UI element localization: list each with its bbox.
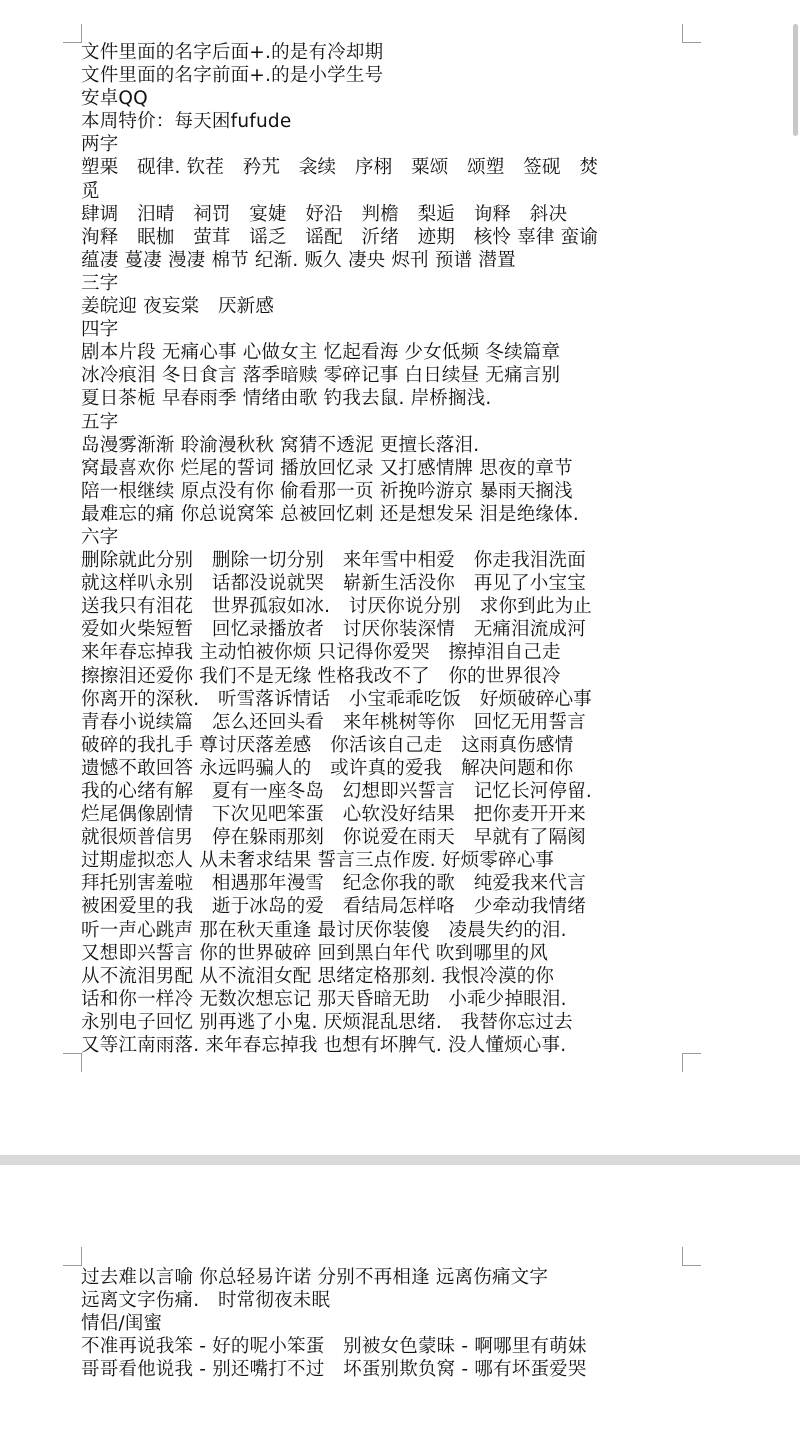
scrollbar[interactable]	[793, 24, 798, 136]
text-line: 剧本片段 无痛心事 心做女主 忆起看海 少女低频 冬续篇章	[81, 342, 561, 364]
document-page-2	[0, 1165, 800, 1429]
text-line: 又想即兴誓言 你的世界破碎 回到黑白年代 吹到哪里的风	[81, 942, 549, 964]
section-heading: 两字	[81, 134, 119, 156]
text-line: 破碎的我扎手 尊讨厌落差感 你活该自己走 这雨真伤感情	[81, 734, 574, 756]
text-line: 爱如火柴短暂 回忆录播放者 讨厌你装深情 无痛泪流成河	[81, 619, 586, 641]
text-line: 来年春忘掉我 主动怕被你烦 只记得你爱哭 擦掉泪自己走	[81, 642, 561, 664]
text-line: 就很烦普信男 停在躲雨那刻 你说爱在雨天 早就有了隔阂	[81, 827, 586, 849]
text-line: 哥哥看他说我 - 别还嘴打不过 坏蛋别欺负窝 - 哪有坏蛋爱哭	[81, 1359, 587, 1381]
text-line: 夏日茶栀 早春雨季 情绪由歌 钓我去鼠. 岸桥搁浅.	[81, 388, 492, 410]
text-line: 永别电子回忆 别再逃了小鬼. 厌烦混乱思绪. 我替你忘过去	[81, 1011, 573, 1033]
text-line: 蕴凄 蔓凄 漫凄 棉节 纪渐. 贩久 凄央 烬刊 预谱 潜置	[81, 249, 516, 271]
text-line: 烂尾偶像剧情 下次见吧笨蛋 心软没好结果 把你麦开开来	[81, 804, 586, 826]
text-line: 不准再说我笨 - 好的呢小笨蛋 别被女色蒙昧 - 啊哪里有萌妹	[81, 1336, 587, 1358]
text-line: 送我只有泪花 世界孤寂如冰. 讨厌你说分别 求你到此为止	[81, 596, 592, 618]
text-line: 陪一根继续 原点没有你 偷看那一页 祈挽吟游京 暴雨天搁浅	[81, 480, 573, 502]
text-line: 窝最喜欢你 烂尾的誓词 播放回忆录 又打感情牌 思夜的章节	[81, 457, 573, 479]
text-line: 话和你一样冷 无数次想忘记 那天昏暗无助 小乖少掉眼泪.	[81, 988, 567, 1010]
text-line: 肆调 汨晴 祠罚 宴婕 妤沿 判檐 梨逅 询释 斜决	[81, 203, 568, 225]
section-heading: 情侣/闺蜜	[81, 1313, 163, 1335]
text-line: 觅	[81, 180, 100, 202]
text-line: 又等江南雨落. 来年春忘掉我 也想有坏脾气. 没人懂烦心事.	[81, 1035, 567, 1057]
text-line: 过期虚拟恋人 从未奢求结果 誓言三点作废. 好烦零碎心事	[81, 850, 555, 872]
text-line: 最难忘的痛 你总说窝笨 总被回忆刺 还是想发呆 泪是绝缘体.	[81, 503, 579, 525]
text-line: 从不流泪男配 从不流泪女配 思绪定格那刻. 我恨冷漠的你	[81, 965, 555, 987]
text-line: 被困爱里的我 逝于冰岛的爱 看结局怎样咯 少牵动我情绪	[81, 896, 586, 918]
text-line: 遗憾不敢回答 永远吗骗人的 或许真的爱我 解决问题和你	[81, 757, 574, 779]
text-line: 洵释 眠枷 萤茸 谣乏 谣配 沂绪 迹期 核怜 辜律 蛮谕	[81, 226, 599, 248]
text-line: 你离开的深秋. 听雪落诉情话 小宝乖乖吃饭 好烦破碎心事	[81, 688, 592, 710]
section-heading: 四字	[81, 319, 119, 341]
text-line: 塑栗 砚律. 钦茬 矜艽 衾续 序栩 粟颂 颂塑 签砚 焚	[81, 157, 599, 179]
text-line: 就这样叭永别 话都没说就哭 崭新生活没你 再见了小宝宝	[81, 573, 586, 595]
section-heading: 五字	[81, 411, 119, 433]
text-line: 听一声心跳声 那在秋天重逢 最讨厌你装傻 凌晨失约的泪.	[81, 919, 567, 941]
text-line: 远离文字伤痛. 时常彻夜未眠	[81, 1290, 331, 1312]
text-line: 删除就此分别 删除一切分别 来年雪中相爱 你走我泪洗面	[81, 550, 586, 572]
margin-corner-mark	[63, 24, 82, 43]
page-separator	[0, 1155, 800, 1165]
text-line: 我的心绪有解 夏有一座冬岛 幻想即兴誓言 记忆长河停留.	[81, 781, 592, 802]
text-line: 姜皖迎 夜妄棠 厌新感	[81, 296, 275, 318]
text-line: 岛漫雾渐渐 聆渝漫秋秋 窝猜不透泥 更擅长落泪.	[81, 434, 480, 456]
section-heading: 六字	[81, 526, 119, 548]
margin-corner-mark	[63, 1247, 82, 1266]
text-line: 本周特价：每天困fufude	[81, 111, 292, 133]
margin-corner-mark	[63, 1053, 82, 1072]
section-heading: 三字	[81, 272, 119, 294]
text-line: 青春小说续篇 怎么还回头看 来年桃树等你 回忆无用誓言	[81, 711, 586, 733]
page-1-text-body	[81, 41, 701, 1057]
text-line: 过去难以言喻 你总轻易许诺 分别不再相逢 远离伤痛文字	[81, 1267, 549, 1288]
text-line: 安卓QQ	[81, 88, 148, 110]
margin-corner-mark	[682, 1247, 701, 1266]
text-line: 拜托别害羞啦 相遇那年漫雪 纪念你我的歌 纯爱我来代言	[81, 873, 586, 895]
text-line: 文件里面的名字前面+.的是小学生号	[81, 65, 384, 87]
text-line: 冰冷痕泪 冬日食言 落季暗赎 零碎记事 白日续昼 无痛言别	[81, 365, 561, 387]
text-line: 擦擦泪还爱你 我们不是无缘 性格我改不了 你的世界很冷	[81, 665, 561, 687]
text-line: 文件里面的名字后面+.的是有冷却期	[81, 42, 384, 63]
page-2-text-body	[81, 1266, 701, 1381]
